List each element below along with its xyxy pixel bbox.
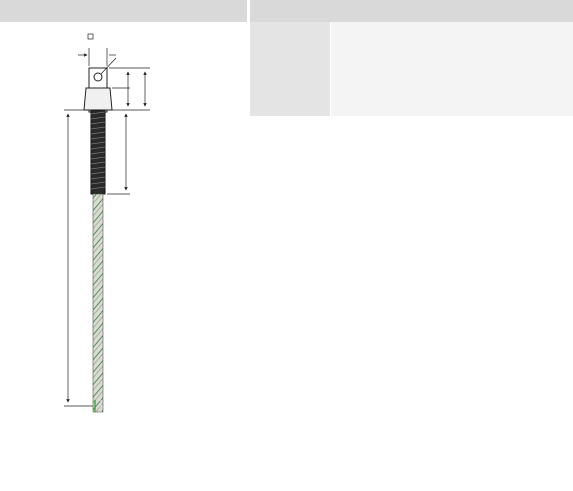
technical-features-title xyxy=(250,0,573,22)
braided-cable xyxy=(93,194,103,412)
thermocouple-header-row xyxy=(331,22,573,35)
ring-terminal xyxy=(84,68,112,112)
thermocouple-label xyxy=(250,22,330,116)
probe-technical-drawing xyxy=(0,22,248,491)
technical-features-table xyxy=(250,22,573,491)
thermocouple-table xyxy=(331,22,573,35)
threaded-sheath xyxy=(91,110,105,194)
thermocouple-row xyxy=(250,22,573,116)
product-type-title xyxy=(0,0,247,22)
